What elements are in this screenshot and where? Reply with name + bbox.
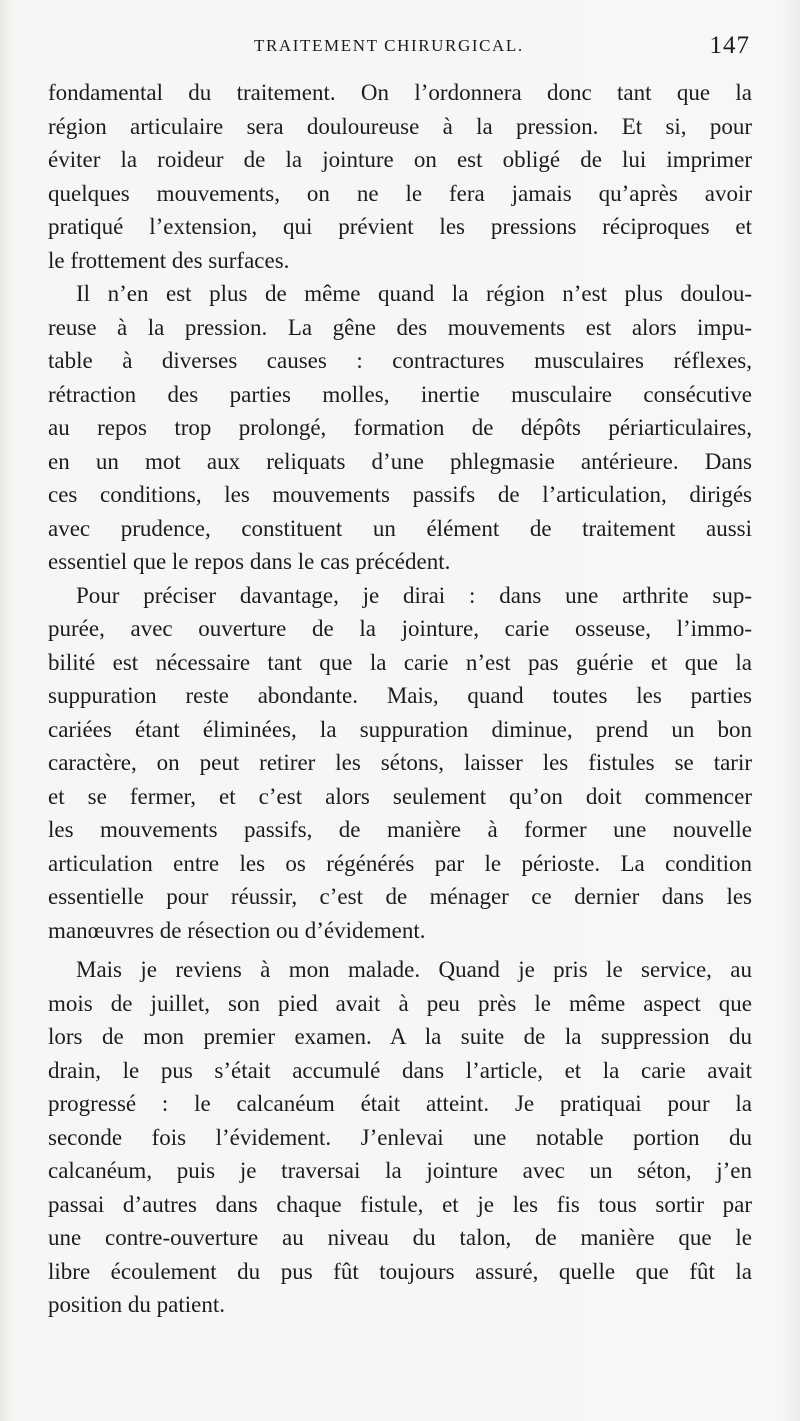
text-line: progressé : le calcanéum était atteint. Je pratiquai pour la [48,1091,752,1116]
text-line: au repos trop prolongé, formation de dépôts périarticulaires, [48,415,752,440]
text-line: essentielle pour réussir, c’est de ménager ce dernier dans les [48,884,752,909]
paragraph-4 [48,953,752,1322]
text-line: quelques mouvements, on ne le fera jamais qu’après avoir [48,180,752,206]
text-line: passai d’autres dans chaque fistule, et je les fis tous sortir par [48,1191,752,1217]
text-line: articulation entre les os régénérés par le périoste. La condition [48,850,752,876]
page-header [48,32,752,68]
text-line: Mais je reviens à mon malade. Quand je pris le service, au [76,957,752,982]
text-line: en un mot aux reliquats d’une phlegmasie antérieure. Dans [48,448,752,474]
text-line: les mouvements passifs, de manière à former une nouvelle [48,817,752,842]
text-line: purée, avec ouverture de la jointure, carie osseuse, l’immo- [48,616,752,641]
text-line: calcanéum, puis je traversai la jointure avec un séton, j’en [48,1158,752,1183]
text-line: drain, le pus s’était accumulé dans l’article, et la carie avait [48,1057,752,1083]
text-line: fondamental du traitement. On l’ordonnera donc tant que la [48,80,752,105]
text-line: une contre-ouverture au niveau du talon, de manière que le [48,1225,752,1250]
text-line: éviter la roideur de la jointure on est obligé de lui imprimer [48,147,752,172]
text-line: Il n’en est plus de même quand la région n’est plus doulou- [76,281,752,306]
text-line: suppuration reste abondante. Mais, quand toutes les parties [48,683,752,708]
text-line: position du patient. [48,1292,225,1317]
text-line: avec prudence, constituent un élément de traitement aussi [48,515,752,541]
running-head: TRAITEMENT CHIRURGICAL. [254,36,524,55]
text-line: région articulaire sera douloureuse à la pression. Et si, pour [48,113,752,139]
text-line: lors de mon premier examen. A la suite de la suppression du [48,1024,752,1049]
paragraph-2 [48,277,752,579]
text-line: seconde fois l’évidement. J’enlevai une notable portion du [48,1124,752,1150]
text-line: mois de juillet, son pied avait à peu près le même aspect que [48,990,752,1016]
body-text [48,76,752,1322]
page-number: 147 [709,32,750,59]
text-line: caractère, on peut retirer les sétons, laisser les fistules se tarir [48,750,752,775]
text-line: bilité est nécessaire tant que la carie n’est pas guérie et que la [48,649,752,675]
paragraph-1 [48,76,752,277]
paragraph-3 [48,579,752,948]
text-line: ces conditions, les mouvements passifs de l’articulation, dirigés [48,482,752,507]
text-line: essentiel que le repos dans le cas précédent. [48,549,451,574]
text-line: cariées étant éliminées, la suppuration diminue, prend un bon [48,716,752,742]
text-line: libre écoulement du pus fût toujours assuré, quelle que fût la [48,1258,752,1284]
text-line: pratiqué l’extension, qui prévient les pressions réciproques et [48,214,752,239]
text-line: manœuvres de résection ou d’évidement. [48,917,426,943]
text-line: reuse à la pression. La gêne des mouvements est alors impu- [48,314,752,340]
text-line: table à diverses causes : contractures musculaires réflexes, [48,348,752,373]
text-line: le frottement des surfaces. [48,247,290,273]
text-line: rétraction des parties molles, inertie musculaire consécutive [48,381,752,407]
text-line: et se fermer, et c’est alors seulement qu’on doit commencer [48,783,752,809]
text-line: Pour préciser davantage, je dirai : dans une arthrite sup- [76,582,752,608]
